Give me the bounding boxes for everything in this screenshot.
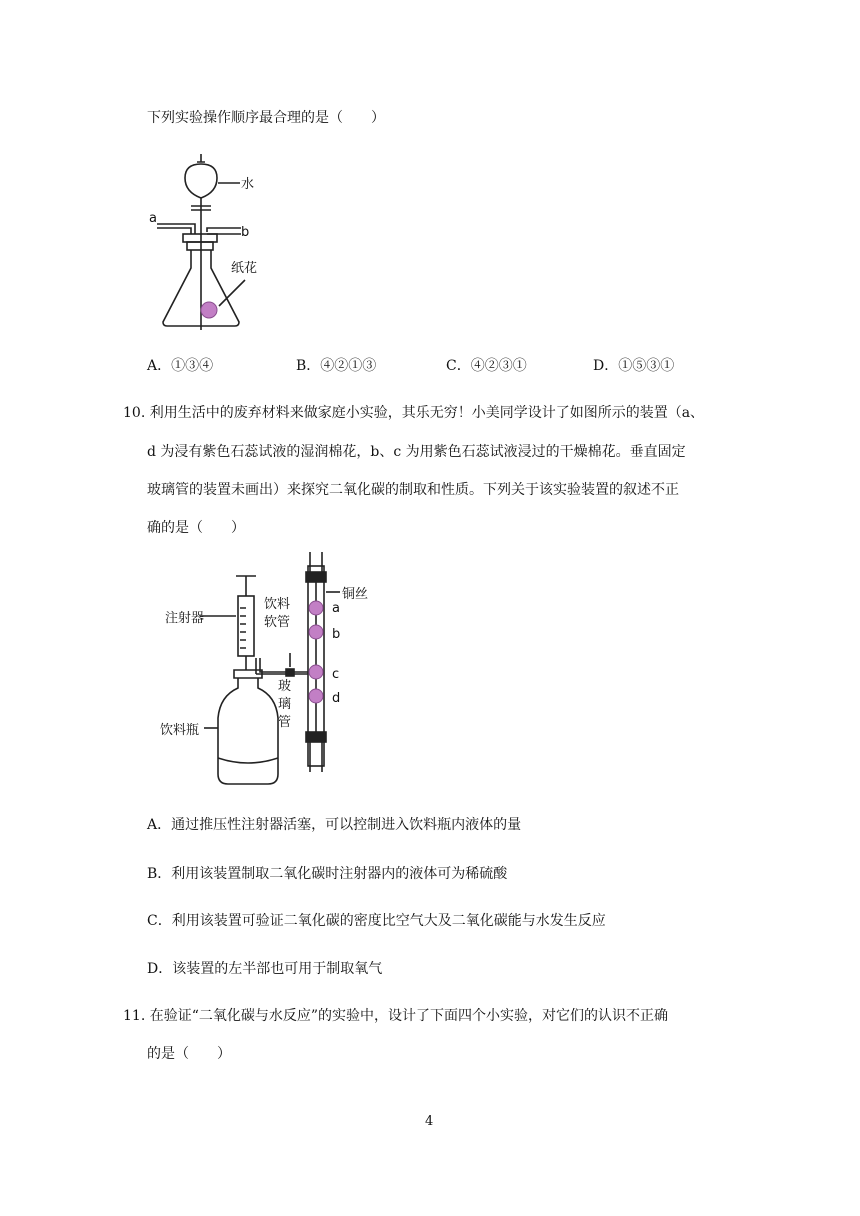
label-glass-2: 璃 bbox=[278, 697, 292, 712]
label-glass-1: 玻 bbox=[278, 679, 292, 694]
q10-line-2: d 为浸有紫色石蕊试液的湿润棉花，b、c 为用紫色石蕊试液浸过的干燥棉花。垂直固定 bbox=[147, 444, 686, 460]
label-soft-tube-2: 软管 bbox=[264, 615, 291, 630]
label-copper-wire: 铜丝 bbox=[342, 587, 369, 602]
q10-option-a[interactable]: A．通过推压性注射器活塞，可以控制进入饮料瓶内液体的量 bbox=[147, 817, 522, 833]
label-b: b bbox=[241, 225, 250, 240]
label-glass-3: 管 bbox=[278, 715, 292, 730]
label-bottle: 饮料瓶 bbox=[160, 723, 200, 738]
q9-stem: 下列实验操作顺序最合理的是（ ） bbox=[147, 110, 385, 126]
q10-line-3: 玻璃管的装置未画出）来探究二氧化碳的制取和性质。下列关于该实验装置的叙述不正 bbox=[147, 482, 679, 498]
q10-option-c[interactable]: C．利用该装置可验证二氧化碳的密度比空气大及二氧化碳能与水发生反应 bbox=[147, 913, 606, 929]
page-number: 4 bbox=[425, 1114, 434, 1129]
q9-option-a[interactable]: A．①③④ bbox=[147, 358, 214, 374]
label-paper-flower: 纸花 bbox=[231, 261, 258, 276]
q10-option-b[interactable]: B．利用该装置制取二氧化碳时注射器内的液体可为稀硫酸 bbox=[147, 866, 508, 882]
label-c: c bbox=[332, 667, 340, 682]
q9-option-d[interactable]: D．①⑤③① bbox=[593, 358, 675, 374]
label-d: d bbox=[332, 691, 341, 706]
label-water: 水 bbox=[241, 177, 255, 192]
q9-option-b[interactable]: B．④②①③ bbox=[296, 358, 377, 374]
q10-line-4: 确的是（ ） bbox=[147, 520, 245, 536]
label-b: b bbox=[332, 627, 341, 642]
flask-apparatus-figure bbox=[145, 150, 285, 330]
co2-apparatus-figure bbox=[160, 548, 400, 788]
q9-option-c[interactable]: C．④②③① bbox=[446, 358, 527, 374]
label-soft-tube-1: 饮料 bbox=[264, 597, 291, 612]
q11-line-2: 的是（ ） bbox=[147, 1046, 231, 1062]
paper-flower bbox=[201, 302, 217, 318]
q11-line-1: 11. 在验证“二氧化碳与水反应”的实验中，设计了下面四个小实验，对它们的认识不正确 bbox=[123, 1008, 669, 1024]
label-syringe: 注射器 bbox=[165, 611, 205, 626]
q10-line-1: 10. 利用生活中的废弃材料来做家庭小实验，其乐无穷！小美同学设计了如图所示的装置（a、 bbox=[123, 405, 705, 421]
label-a: a bbox=[332, 601, 340, 616]
q10-option-d[interactable]: D．该装置的左半部也可用于制取氧气 bbox=[147, 961, 383, 977]
label-a: a bbox=[149, 211, 157, 226]
